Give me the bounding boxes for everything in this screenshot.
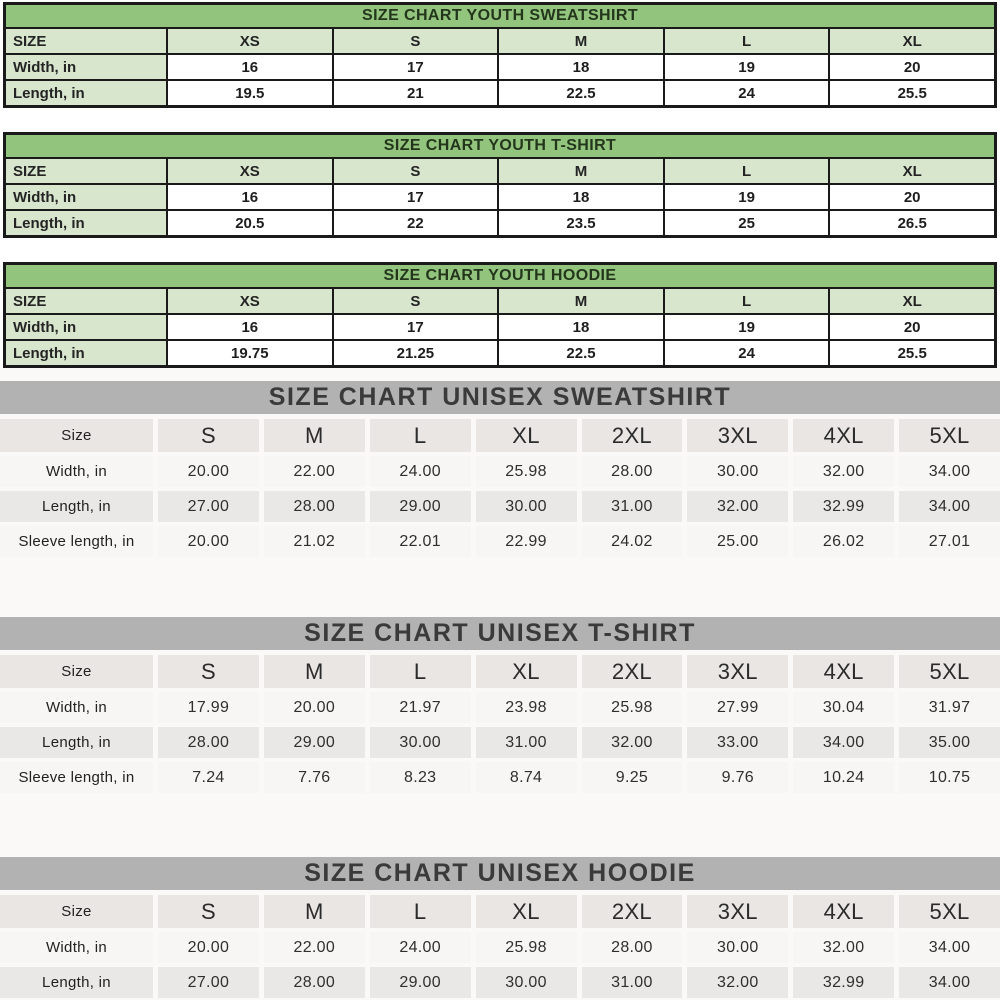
value-cell: 27.00 bbox=[158, 967, 259, 998]
value-cell: 21.02 bbox=[264, 526, 365, 557]
value-cell: 32.99 bbox=[793, 491, 894, 522]
value-cell: 7.24 bbox=[158, 762, 259, 793]
size-table bbox=[0, 419, 1000, 557]
value-cell: 34.00 bbox=[899, 456, 1000, 487]
column-header-cell: 5XL bbox=[899, 419, 1000, 452]
youth-sweatshirt-size-chart bbox=[3, 2, 997, 108]
table-title: SIZE CHART YOUTH SWEATSHIRT bbox=[6, 5, 994, 29]
size-header-label: SIZE bbox=[6, 159, 166, 183]
column-header-cell: 4XL bbox=[793, 655, 894, 688]
value-cell: 20.00 bbox=[158, 456, 259, 487]
column-header-cell: M bbox=[264, 655, 365, 688]
value-cell: 34.00 bbox=[793, 727, 894, 758]
value-cell: 9.25 bbox=[582, 762, 683, 793]
column-header-cell: M bbox=[264, 895, 365, 928]
value-cell: 17 bbox=[332, 53, 498, 79]
value-cell: 30.00 bbox=[687, 932, 788, 963]
column-header-cell: 4XL bbox=[793, 895, 894, 928]
value-cell: 18 bbox=[497, 183, 663, 209]
value-cell: 25.5 bbox=[828, 79, 994, 105]
table-title: SIZE CHART YOUTH HOODIE bbox=[6, 265, 994, 289]
value-cell: 23.5 bbox=[497, 209, 663, 235]
value-cell: 22.01 bbox=[370, 526, 471, 557]
row-label-cell: Length, in bbox=[0, 491, 153, 522]
unisex-tshirt-size-chart bbox=[0, 617, 1000, 793]
column-header-cell: XL bbox=[828, 159, 994, 183]
column-header-cell: 5XL bbox=[899, 655, 1000, 688]
unisex-size-charts-section bbox=[0, 368, 1000, 1000]
value-cell: 30.00 bbox=[370, 727, 471, 758]
size-table bbox=[0, 895, 1000, 998]
table-title: SIZE CHART UNISEX SWEATSHIRT bbox=[0, 381, 1000, 414]
value-cell: 25.98 bbox=[476, 932, 577, 963]
column-header-cell: XS bbox=[166, 159, 332, 183]
value-cell: 21.25 bbox=[332, 339, 498, 365]
value-cell: 21 bbox=[332, 79, 498, 105]
column-header-cell: M bbox=[264, 419, 365, 452]
row-label-cell: Width, in bbox=[6, 313, 166, 339]
value-cell: 9.76 bbox=[687, 762, 788, 793]
row-label-cell: Length, in bbox=[6, 339, 166, 365]
value-cell: 7.76 bbox=[264, 762, 365, 793]
value-cell: 20.00 bbox=[158, 932, 259, 963]
value-cell: 31.00 bbox=[582, 967, 683, 998]
value-cell: 10.24 bbox=[793, 762, 894, 793]
column-header-cell: 2XL bbox=[582, 419, 683, 452]
column-header-cell: M bbox=[497, 29, 663, 53]
value-cell: 25.00 bbox=[687, 526, 788, 557]
value-cell: 29.00 bbox=[264, 727, 365, 758]
row-label-cell: Length, in bbox=[6, 79, 166, 105]
value-cell: 26.02 bbox=[793, 526, 894, 557]
row-label-cell: Width, in bbox=[0, 692, 153, 723]
column-header-cell: L bbox=[370, 895, 471, 928]
column-header-cell: S bbox=[158, 419, 259, 452]
value-cell: 21.97 bbox=[370, 692, 471, 723]
value-cell: 32.00 bbox=[687, 491, 788, 522]
youth-hoodie-size-chart bbox=[3, 262, 997, 368]
column-header-cell: S bbox=[332, 29, 498, 53]
value-cell: 8.74 bbox=[476, 762, 577, 793]
value-cell: 30.00 bbox=[476, 967, 577, 998]
value-cell: 20.00 bbox=[264, 692, 365, 723]
row-label-cell: Length, in bbox=[0, 727, 153, 758]
value-cell: 34.00 bbox=[899, 967, 1000, 998]
youth-size-charts-section bbox=[0, 0, 1000, 368]
value-cell: 30.00 bbox=[476, 491, 577, 522]
column-header-cell: S bbox=[158, 895, 259, 928]
value-cell: 22.00 bbox=[264, 456, 365, 487]
column-header-cell: 3XL bbox=[687, 419, 788, 452]
value-cell: 19 bbox=[663, 313, 829, 339]
size-header-label: Size bbox=[0, 895, 153, 928]
value-cell: 24 bbox=[663, 79, 829, 105]
value-cell: 26.5 bbox=[828, 209, 994, 235]
table-title: SIZE CHART UNISEX T-SHIRT bbox=[0, 617, 1000, 650]
value-cell: 32.00 bbox=[687, 967, 788, 998]
value-cell: 24 bbox=[663, 339, 829, 365]
value-cell: 20.00 bbox=[158, 526, 259, 557]
size-table bbox=[6, 289, 994, 365]
size-header-label: Size bbox=[0, 419, 153, 452]
size-header-label: SIZE bbox=[6, 289, 166, 313]
value-cell: 29.00 bbox=[370, 967, 471, 998]
value-cell: 31.00 bbox=[582, 491, 683, 522]
value-cell: 28.00 bbox=[582, 932, 683, 963]
table-title: SIZE CHART YOUTH T-SHIRT bbox=[6, 135, 994, 159]
value-cell: 24.00 bbox=[370, 456, 471, 487]
value-cell: 31.00 bbox=[476, 727, 577, 758]
value-cell: 30.00 bbox=[687, 456, 788, 487]
value-cell: 32.00 bbox=[582, 727, 683, 758]
value-cell: 22 bbox=[332, 209, 498, 235]
size-table bbox=[0, 655, 1000, 793]
value-cell: 20 bbox=[828, 183, 994, 209]
value-cell: 29.00 bbox=[370, 491, 471, 522]
column-header-cell: 2XL bbox=[582, 895, 683, 928]
value-cell: 17 bbox=[332, 183, 498, 209]
row-label-cell: Length, in bbox=[0, 967, 153, 998]
value-cell: 28.00 bbox=[582, 456, 683, 487]
column-header-cell: 4XL bbox=[793, 419, 894, 452]
value-cell: 28.00 bbox=[264, 491, 365, 522]
row-label-cell: Width, in bbox=[0, 456, 153, 487]
column-header-cell: L bbox=[663, 289, 829, 313]
value-cell: 22.00 bbox=[264, 932, 365, 963]
column-header-cell: S bbox=[332, 159, 498, 183]
column-header-cell: 5XL bbox=[899, 895, 1000, 928]
value-cell: 25.98 bbox=[476, 456, 577, 487]
value-cell: 27.00 bbox=[158, 491, 259, 522]
column-header-cell: M bbox=[497, 159, 663, 183]
column-header-cell: XL bbox=[476, 895, 577, 928]
value-cell: 24.00 bbox=[370, 932, 471, 963]
value-cell: 20 bbox=[828, 53, 994, 79]
value-cell: 23.98 bbox=[476, 692, 577, 723]
value-cell: 22.99 bbox=[476, 526, 577, 557]
column-header-cell: XL bbox=[828, 289, 994, 313]
column-header-cell: L bbox=[663, 29, 829, 53]
value-cell: 17 bbox=[332, 313, 498, 339]
column-header-cell: 3XL bbox=[687, 655, 788, 688]
value-cell: 32.00 bbox=[793, 456, 894, 487]
size-table bbox=[6, 29, 994, 105]
row-label-cell: Sleeve length, in bbox=[0, 762, 153, 793]
column-header-cell: XL bbox=[476, 419, 577, 452]
value-cell: 31.97 bbox=[899, 692, 1000, 723]
column-header-cell: XL bbox=[476, 655, 577, 688]
column-header-cell: S bbox=[158, 655, 259, 688]
value-cell: 30.04 bbox=[793, 692, 894, 723]
value-cell: 16 bbox=[166, 53, 332, 79]
value-cell: 34.00 bbox=[899, 932, 1000, 963]
row-label-cell: Width, in bbox=[6, 53, 166, 79]
value-cell: 8.23 bbox=[370, 762, 471, 793]
column-header-cell: XL bbox=[828, 29, 994, 53]
value-cell: 19 bbox=[663, 183, 829, 209]
value-cell: 16 bbox=[166, 183, 332, 209]
value-cell: 25.5 bbox=[828, 339, 994, 365]
youth-tshirt-size-chart bbox=[3, 132, 997, 238]
value-cell: 35.00 bbox=[899, 727, 1000, 758]
value-cell: 34.00 bbox=[899, 491, 1000, 522]
value-cell: 32.00 bbox=[793, 932, 894, 963]
value-cell: 33.00 bbox=[687, 727, 788, 758]
value-cell: 24.02 bbox=[582, 526, 683, 557]
unisex-sweatshirt-size-chart bbox=[0, 381, 1000, 557]
value-cell: 20 bbox=[828, 313, 994, 339]
value-cell: 27.99 bbox=[687, 692, 788, 723]
size-table bbox=[6, 159, 994, 235]
column-header-cell: L bbox=[370, 655, 471, 688]
column-header-cell: L bbox=[663, 159, 829, 183]
column-header-cell: M bbox=[497, 289, 663, 313]
value-cell: 19 bbox=[663, 53, 829, 79]
value-cell: 28.00 bbox=[158, 727, 259, 758]
value-cell: 18 bbox=[497, 313, 663, 339]
row-label-cell: Sleeve length, in bbox=[0, 526, 153, 557]
column-header-cell: L bbox=[370, 419, 471, 452]
value-cell: 27.01 bbox=[899, 526, 1000, 557]
size-header-label: SIZE bbox=[6, 29, 166, 53]
value-cell: 10.75 bbox=[899, 762, 1000, 793]
value-cell: 19.75 bbox=[166, 339, 332, 365]
column-header-cell: 2XL bbox=[582, 655, 683, 688]
value-cell: 28.00 bbox=[264, 967, 365, 998]
size-header-label: Size bbox=[0, 655, 153, 688]
column-header-cell: XS bbox=[166, 289, 332, 313]
value-cell: 20.5 bbox=[166, 209, 332, 235]
unisex-hoodie-size-chart bbox=[0, 857, 1000, 998]
column-header-cell: XS bbox=[166, 29, 332, 53]
column-header-cell: 3XL bbox=[687, 895, 788, 928]
table-title: SIZE CHART UNISEX HOODIE bbox=[0, 857, 1000, 890]
value-cell: 25.98 bbox=[582, 692, 683, 723]
row-label-cell: Width, in bbox=[0, 932, 153, 963]
value-cell: 25 bbox=[663, 209, 829, 235]
row-label-cell: Width, in bbox=[6, 183, 166, 209]
column-header-cell: S bbox=[332, 289, 498, 313]
row-label-cell: Length, in bbox=[6, 209, 166, 235]
value-cell: 19.5 bbox=[166, 79, 332, 105]
value-cell: 22.5 bbox=[497, 339, 663, 365]
value-cell: 32.99 bbox=[793, 967, 894, 998]
value-cell: 17.99 bbox=[158, 692, 259, 723]
value-cell: 22.5 bbox=[497, 79, 663, 105]
value-cell: 16 bbox=[166, 313, 332, 339]
value-cell: 18 bbox=[497, 53, 663, 79]
